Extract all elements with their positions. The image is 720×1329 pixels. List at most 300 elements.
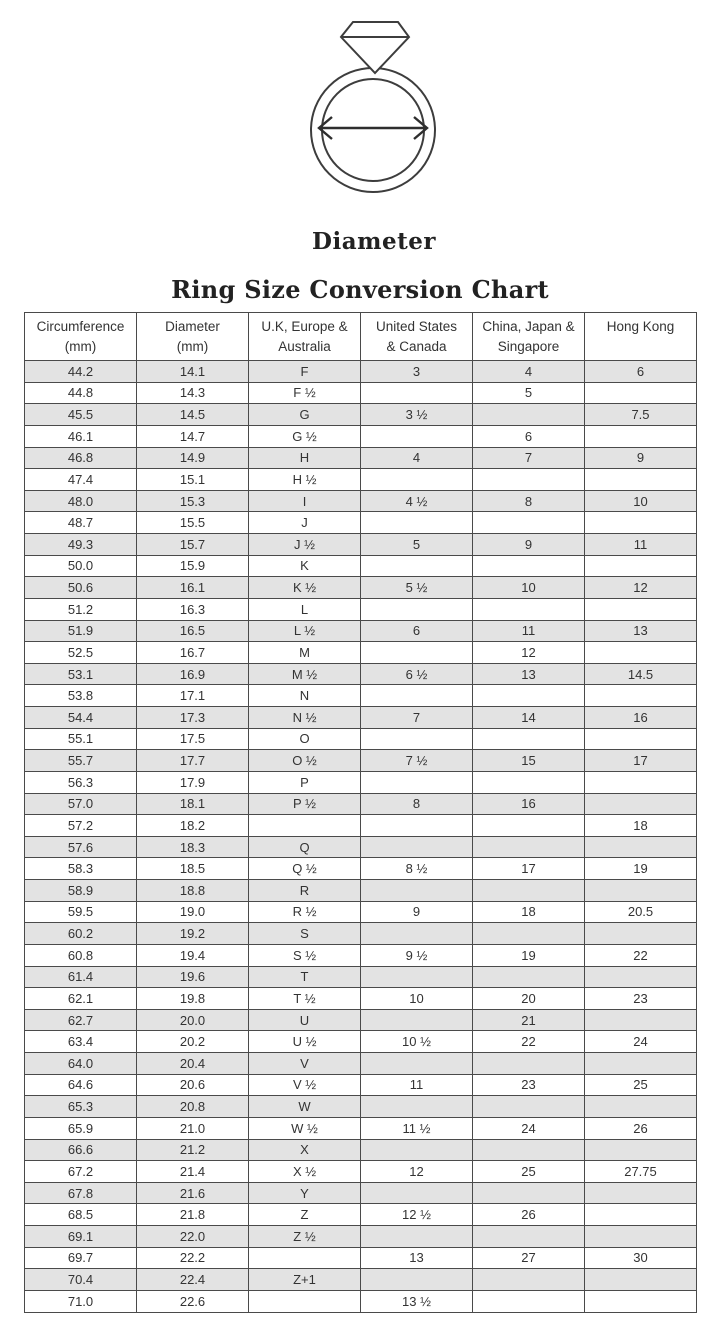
table-cell-us-canada: 11 [361, 1074, 473, 1096]
table-cell-us-canada [361, 469, 473, 491]
table-row [25, 728, 697, 750]
table-row [25, 880, 697, 902]
table-row [25, 1009, 697, 1031]
table-cell-hong-kong: 22 [585, 944, 697, 966]
table-cell-uk-europe-australia: V ½ [249, 1074, 361, 1096]
table-row [25, 620, 697, 642]
table-cell-hong-kong: 20.5 [585, 901, 697, 923]
table-cell-china-japan-singapore [473, 598, 585, 620]
table-row [25, 663, 697, 685]
table-cell-circumference: 58.9 [25, 880, 137, 902]
column-header-diameter [137, 313, 249, 361]
table-cell-diameter: 19.2 [137, 923, 249, 945]
table-row [25, 555, 697, 577]
table-cell-us-canada [361, 771, 473, 793]
table-cell-hong-kong [585, 923, 697, 945]
table-cell-hong-kong: 16 [585, 707, 697, 729]
table-cell-hong-kong: 6 [585, 361, 697, 383]
column-header-circumference [25, 313, 137, 361]
table-cell-circumference: 46.8 [25, 447, 137, 469]
table-cell-diameter: 16.3 [137, 598, 249, 620]
table-cell-diameter: 15.5 [137, 512, 249, 534]
column-header-line2: Australia [278, 339, 331, 354]
table-cell-uk-europe-australia: G ½ [249, 425, 361, 447]
table-cell-diameter: 14.1 [137, 361, 249, 383]
table-cell-circumference: 63.4 [25, 1031, 137, 1053]
table-cell-diameter: 22.0 [137, 1226, 249, 1248]
column-header-line1: United States [375, 319, 458, 334]
column-header-line2: (mm) [64, 339, 97, 354]
table-cell-hong-kong: 23 [585, 988, 697, 1010]
table-row [25, 685, 697, 707]
table-cell-circumference: 59.5 [25, 901, 137, 923]
table-cell-uk-europe-australia [249, 1247, 361, 1269]
table-cell-uk-europe-australia: F [249, 361, 361, 383]
table-cell-diameter: 16.9 [137, 663, 249, 685]
table-cell-circumference: 62.1 [25, 988, 137, 1010]
table-cell-uk-europe-australia: M [249, 642, 361, 664]
table-cell-circumference: 50.6 [25, 577, 137, 599]
table-cell-china-japan-singapore [473, 771, 585, 793]
diameter-arrow-icon [319, 117, 427, 139]
table-cell-china-japan-singapore: 11 [473, 620, 585, 642]
table-row [25, 1031, 697, 1053]
table-cell-us-canada: 3 [361, 361, 473, 383]
table-cell-circumference: 51.2 [25, 598, 137, 620]
table-row [25, 1053, 697, 1075]
table-cell-hong-kong [585, 469, 697, 491]
table-cell-china-japan-singapore: 26 [473, 1204, 585, 1226]
table-cell-china-japan-singapore [473, 1290, 585, 1312]
table-cell-hong-kong: 19 [585, 858, 697, 880]
table-cell-circumference: 61.4 [25, 966, 137, 988]
table-cell-us-canada [361, 425, 473, 447]
table-cell-hong-kong [585, 598, 697, 620]
table-cell-circumference: 51.9 [25, 620, 137, 642]
table-cell-diameter: 15.9 [137, 555, 249, 577]
table-cell-diameter: 18.1 [137, 793, 249, 815]
table-cell-us-canada [361, 880, 473, 902]
table-cell-diameter: 18.2 [137, 815, 249, 837]
column-header-line1: China, Japan & [482, 319, 575, 334]
table-cell-china-japan-singapore [473, 880, 585, 902]
table-cell-circumference: 48.0 [25, 490, 137, 512]
table-cell-circumference: 48.7 [25, 512, 137, 534]
table-cell-circumference: 57.2 [25, 815, 137, 837]
table-cell-uk-europe-australia: L [249, 598, 361, 620]
table-cell-uk-europe-australia: N ½ [249, 707, 361, 729]
table-cell-hong-kong: 17 [585, 750, 697, 772]
table-cell-china-japan-singapore [473, 923, 585, 945]
table-cell-uk-europe-australia: K ½ [249, 577, 361, 599]
table-cell-hong-kong [585, 1096, 697, 1118]
column-header-line1: Hong Kong [606, 319, 675, 334]
table-cell-diameter: 19.8 [137, 988, 249, 1010]
table-cell-hong-kong [585, 555, 697, 577]
table-row [25, 836, 697, 858]
table-cell-diameter: 18.8 [137, 880, 249, 902]
table-cell-hong-kong: 9 [585, 447, 697, 469]
table-cell-hong-kong [585, 1269, 697, 1291]
ring-diagram [0, 0, 720, 198]
table-cell-uk-europe-australia: Q [249, 836, 361, 858]
table-cell-us-canada [361, 382, 473, 404]
table-cell-diameter: 15.1 [137, 469, 249, 491]
table-cell-diameter: 17.5 [137, 728, 249, 750]
table-cell-diameter: 22.2 [137, 1247, 249, 1269]
table-cell-china-japan-singapore: 24 [473, 1117, 585, 1139]
table-cell-us-canada [361, 642, 473, 664]
table-cell-circumference: 69.1 [25, 1226, 137, 1248]
table-cell-hong-kong: 7.5 [585, 404, 697, 426]
table-cell-us-canada [361, 1182, 473, 1204]
table-cell-diameter: 21.6 [137, 1182, 249, 1204]
table-cell-us-canada [361, 836, 473, 858]
table-cell-china-japan-singapore: 22 [473, 1031, 585, 1053]
table-cell-us-canada [361, 1096, 473, 1118]
table-row [25, 382, 697, 404]
table-cell-hong-kong: 18 [585, 815, 697, 837]
table-cell-china-japan-singapore [473, 836, 585, 858]
table-cell-uk-europe-australia: P ½ [249, 793, 361, 815]
table-cell-uk-europe-australia: H ½ [249, 469, 361, 491]
table-cell-diameter: 18.5 [137, 858, 249, 880]
table-cell-diameter: 21.2 [137, 1139, 249, 1161]
table-cell-hong-kong [585, 836, 697, 858]
table-cell-us-canada: 11 ½ [361, 1117, 473, 1139]
table-row [25, 923, 697, 945]
table-cell-us-canada: 7 [361, 707, 473, 729]
table-row [25, 598, 697, 620]
table-cell-china-japan-singapore [473, 1182, 585, 1204]
table-cell-us-canada [361, 1009, 473, 1031]
table-cell-circumference: 55.7 [25, 750, 137, 772]
ring-size-conversion-table [24, 312, 697, 1313]
table-cell-china-japan-singapore: 13 [473, 663, 585, 685]
table-cell-uk-europe-australia: V [249, 1053, 361, 1075]
table-cell-hong-kong [585, 771, 697, 793]
column-header-line2: & Canada [386, 339, 447, 354]
table-cell-circumference: 55.1 [25, 728, 137, 750]
table-cell-uk-europe-australia: O ½ [249, 750, 361, 772]
table-cell-china-japan-singapore: 8 [473, 490, 585, 512]
table-cell-uk-europe-australia: F ½ [249, 382, 361, 404]
table-cell-circumference: 58.3 [25, 858, 137, 880]
table-cell-circumference: 45.5 [25, 404, 137, 426]
table-cell-china-japan-singapore: 14 [473, 707, 585, 729]
table-cell-uk-europe-australia: R [249, 880, 361, 902]
table-cell-circumference: 64.6 [25, 1074, 137, 1096]
table-row [25, 490, 697, 512]
table-cell-uk-europe-australia: J ½ [249, 534, 361, 556]
table-cell-diameter: 18.3 [137, 836, 249, 858]
table-row [25, 425, 697, 447]
table-cell-us-canada: 8 ½ [361, 858, 473, 880]
table-cell-circumference: 68.5 [25, 1204, 137, 1226]
table-cell-uk-europe-australia: J [249, 512, 361, 534]
table-cell-us-canada [361, 1139, 473, 1161]
table-cell-diameter: 14.7 [137, 425, 249, 447]
table-cell-circumference: 71.0 [25, 1290, 137, 1312]
table-cell-hong-kong [585, 1290, 697, 1312]
table-cell-circumference: 57.0 [25, 793, 137, 815]
table-cell-diameter: 20.6 [137, 1074, 249, 1096]
table-row [25, 577, 697, 599]
table-cell-china-japan-singapore [473, 512, 585, 534]
table-cell-us-canada [361, 598, 473, 620]
column-header-uk-europe-australia [249, 313, 361, 361]
table-cell-uk-europe-australia: T [249, 966, 361, 988]
table-cell-china-japan-singapore: 17 [473, 858, 585, 880]
table-cell-uk-europe-australia [249, 815, 361, 837]
table-cell-diameter: 22.4 [137, 1269, 249, 1291]
table-cell-uk-europe-australia: N [249, 685, 361, 707]
table-row [25, 901, 697, 923]
table-cell-circumference: 53.8 [25, 685, 137, 707]
table-cell-circumference: 52.5 [25, 642, 137, 664]
table-cell-china-japan-singapore [473, 1096, 585, 1118]
table-cell-hong-kong [585, 728, 697, 750]
column-header-china-japan-singapore [473, 313, 585, 361]
table-cell-diameter: 14.5 [137, 404, 249, 426]
table-cell-us-canada: 10 ½ [361, 1031, 473, 1053]
table-cell-us-canada: 12 [361, 1161, 473, 1183]
table-cell-us-canada [361, 685, 473, 707]
table-cell-china-japan-singapore: 16 [473, 793, 585, 815]
table-cell-us-canada: 12 ½ [361, 1204, 473, 1226]
table-cell-china-japan-singapore: 27 [473, 1247, 585, 1269]
table-cell-us-canada: 5 ½ [361, 577, 473, 599]
table-row [25, 944, 697, 966]
table-cell-diameter: 21.0 [137, 1117, 249, 1139]
table-cell-hong-kong [585, 642, 697, 664]
table-cell-us-canada: 9 ½ [361, 944, 473, 966]
table-cell-hong-kong [585, 1226, 697, 1248]
table-cell-china-japan-singapore [473, 1269, 585, 1291]
table-row [25, 750, 697, 772]
table-cell-china-japan-singapore [473, 555, 585, 577]
table-row [25, 642, 697, 664]
table-cell-uk-europe-australia: Z+1 [249, 1269, 361, 1291]
table-cell-us-canada: 13 [361, 1247, 473, 1269]
table-cell-diameter: 22.6 [137, 1290, 249, 1312]
table-cell-circumference: 57.6 [25, 836, 137, 858]
table-cell-hong-kong [585, 1182, 697, 1204]
table-cell-circumference: 62.7 [25, 1009, 137, 1031]
table-cell-us-canada: 10 [361, 988, 473, 1010]
table-cell-uk-europe-australia: I [249, 490, 361, 512]
table-cell-circumference: 64.0 [25, 1053, 137, 1075]
table-cell-china-japan-singapore: 18 [473, 901, 585, 923]
table-cell-uk-europe-australia: Z [249, 1204, 361, 1226]
table-cell-hong-kong [585, 793, 697, 815]
table-row [25, 988, 697, 1010]
table-row [25, 1117, 697, 1139]
table-cell-diameter: 20.0 [137, 1009, 249, 1031]
table-cell-circumference: 53.1 [25, 663, 137, 685]
table-row [25, 1074, 697, 1096]
diamond-ring-icon [291, 12, 455, 198]
table-cell-diameter: 20.8 [137, 1096, 249, 1118]
table-cell-hong-kong: 24 [585, 1031, 697, 1053]
table-cell-diameter: 19.4 [137, 944, 249, 966]
header-row [25, 313, 697, 361]
table-cell-circumference: 49.3 [25, 534, 137, 556]
column-header-line2: (mm) [176, 339, 209, 354]
table-cell-us-canada [361, 923, 473, 945]
table-cell-china-japan-singapore: 5 [473, 382, 585, 404]
table-cell-diameter: 20.2 [137, 1031, 249, 1053]
table-cell-hong-kong [585, 1009, 697, 1031]
table-cell-uk-europe-australia: Y [249, 1182, 361, 1204]
table-cell-uk-europe-australia: L ½ [249, 620, 361, 642]
table-cell-us-canada: 7 ½ [361, 750, 473, 772]
table-cell-circumference: 50.0 [25, 555, 137, 577]
table-row [25, 707, 697, 729]
table-cell-circumference: 60.8 [25, 944, 137, 966]
table-cell-hong-kong: 11 [585, 534, 697, 556]
table-cell-us-canada [361, 555, 473, 577]
table-cell-china-japan-singapore [473, 404, 585, 426]
table-cell-hong-kong [585, 685, 697, 707]
table-cell-uk-europe-australia: M ½ [249, 663, 361, 685]
table-row [25, 512, 697, 534]
table-cell-circumference: 44.2 [25, 361, 137, 383]
table-cell-circumference: 65.3 [25, 1096, 137, 1118]
table-cell-hong-kong: 10 [585, 490, 697, 512]
table-cell-uk-europe-australia: Q ½ [249, 858, 361, 880]
column-header-hong-kong [585, 313, 697, 361]
table-row [25, 1269, 697, 1291]
table-row [25, 858, 697, 880]
table-cell-circumference: 69.7 [25, 1247, 137, 1269]
table-cell-china-japan-singapore [473, 815, 585, 837]
table-cell-uk-europe-australia: S [249, 923, 361, 945]
table-cell-hong-kong [585, 966, 697, 988]
page-title: Ring Size Conversion Chart [171, 275, 549, 304]
diamond-icon [341, 22, 409, 73]
table-row [25, 1139, 697, 1161]
table-cell-diameter: 17.9 [137, 771, 249, 793]
table-cell-uk-europe-australia [249, 1290, 361, 1312]
table-cell-hong-kong: 12 [585, 577, 697, 599]
table-cell-uk-europe-australia: G [249, 404, 361, 426]
column-header-line1: Diameter [165, 319, 220, 334]
table-cell-china-japan-singapore [473, 1139, 585, 1161]
table-cell-uk-europe-australia: K [249, 555, 361, 577]
table-cell-circumference: 67.8 [25, 1182, 137, 1204]
table-cell-diameter: 15.3 [137, 490, 249, 512]
table-cell-diameter: 20.4 [137, 1053, 249, 1075]
table-cell-hong-kong: 25 [585, 1074, 697, 1096]
table-row [25, 771, 697, 793]
table-cell-china-japan-singapore [473, 1226, 585, 1248]
table-cell-uk-europe-australia: S ½ [249, 944, 361, 966]
table-cell-uk-europe-australia: Z ½ [249, 1226, 361, 1248]
table-cell-uk-europe-australia: U [249, 1009, 361, 1031]
table-cell-china-japan-singapore: 6 [473, 425, 585, 447]
table-row [25, 1182, 697, 1204]
table-cell-china-japan-singapore: 20 [473, 988, 585, 1010]
table-cell-us-canada: 5 [361, 534, 473, 556]
table-cell-us-canada [361, 1226, 473, 1248]
table-cell-china-japan-singapore: 10 [473, 577, 585, 599]
table-cell-circumference: 67.2 [25, 1161, 137, 1183]
table-cell-uk-europe-australia: R ½ [249, 901, 361, 923]
table-cell-china-japan-singapore [473, 728, 585, 750]
table-cell-uk-europe-australia: W [249, 1096, 361, 1118]
diameter-label: Diameter [312, 228, 436, 255]
table-cell-us-canada: 8 [361, 793, 473, 815]
table-cell-us-canada [361, 966, 473, 988]
table-cell-circumference: 54.4 [25, 707, 137, 729]
table-cell-diameter: 19.0 [137, 901, 249, 923]
table-cell-diameter: 17.3 [137, 707, 249, 729]
table-row [25, 1247, 697, 1269]
table-row [25, 404, 697, 426]
table-cell-diameter: 21.4 [137, 1161, 249, 1183]
table-row [25, 1204, 697, 1226]
table-row [25, 534, 697, 556]
table-cell-hong-kong [585, 512, 697, 534]
table-cell-uk-europe-australia: U ½ [249, 1031, 361, 1053]
table-cell-hong-kong [585, 1204, 697, 1226]
table-cell-circumference: 44.8 [25, 382, 137, 404]
table-cell-us-canada: 6 ½ [361, 663, 473, 685]
table-cell-hong-kong: 26 [585, 1117, 697, 1139]
table-cell-hong-kong: 27.75 [585, 1161, 697, 1183]
table-cell-circumference: 60.2 [25, 923, 137, 945]
table-cell-china-japan-singapore: 25 [473, 1161, 585, 1183]
table-cell-us-canada: 9 [361, 901, 473, 923]
table-cell-us-canada [361, 815, 473, 837]
table-row [25, 966, 697, 988]
table-cell-us-canada: 4 ½ [361, 490, 473, 512]
table-cell-china-japan-singapore: 7 [473, 447, 585, 469]
table-cell-diameter: 16.7 [137, 642, 249, 664]
table-cell-us-canada: 6 [361, 620, 473, 642]
table-cell-uk-europe-australia: X ½ [249, 1161, 361, 1183]
table-cell-circumference: 66.6 [25, 1139, 137, 1161]
table-cell-uk-europe-australia: X [249, 1139, 361, 1161]
table-cell-hong-kong: 13 [585, 620, 697, 642]
table-cell-china-japan-singapore: 23 [473, 1074, 585, 1096]
table-row [25, 1226, 697, 1248]
table-cell-china-japan-singapore [473, 685, 585, 707]
table-cell-uk-europe-australia: O [249, 728, 361, 750]
table-cell-diameter: 14.9 [137, 447, 249, 469]
table-cell-china-japan-singapore: 19 [473, 944, 585, 966]
table-cell-uk-europe-australia: P [249, 771, 361, 793]
column-header-line2: Singapore [497, 339, 560, 354]
table-cell-china-japan-singapore: 9 [473, 534, 585, 556]
table-cell-diameter: 17.1 [137, 685, 249, 707]
table-body [25, 361, 697, 1313]
table-row [25, 361, 697, 383]
table-header [25, 313, 697, 361]
table-cell-circumference: 56.3 [25, 771, 137, 793]
table-cell-circumference: 65.9 [25, 1117, 137, 1139]
table-cell-uk-europe-australia: H [249, 447, 361, 469]
table-cell-uk-europe-australia: T ½ [249, 988, 361, 1010]
table-row [25, 1290, 697, 1312]
table-cell-us-canada: 3 ½ [361, 404, 473, 426]
table-cell-hong-kong [585, 382, 697, 404]
table-cell-china-japan-singapore: 4 [473, 361, 585, 383]
table-cell-diameter: 17.7 [137, 750, 249, 772]
table-row [25, 469, 697, 491]
table-row [25, 447, 697, 469]
